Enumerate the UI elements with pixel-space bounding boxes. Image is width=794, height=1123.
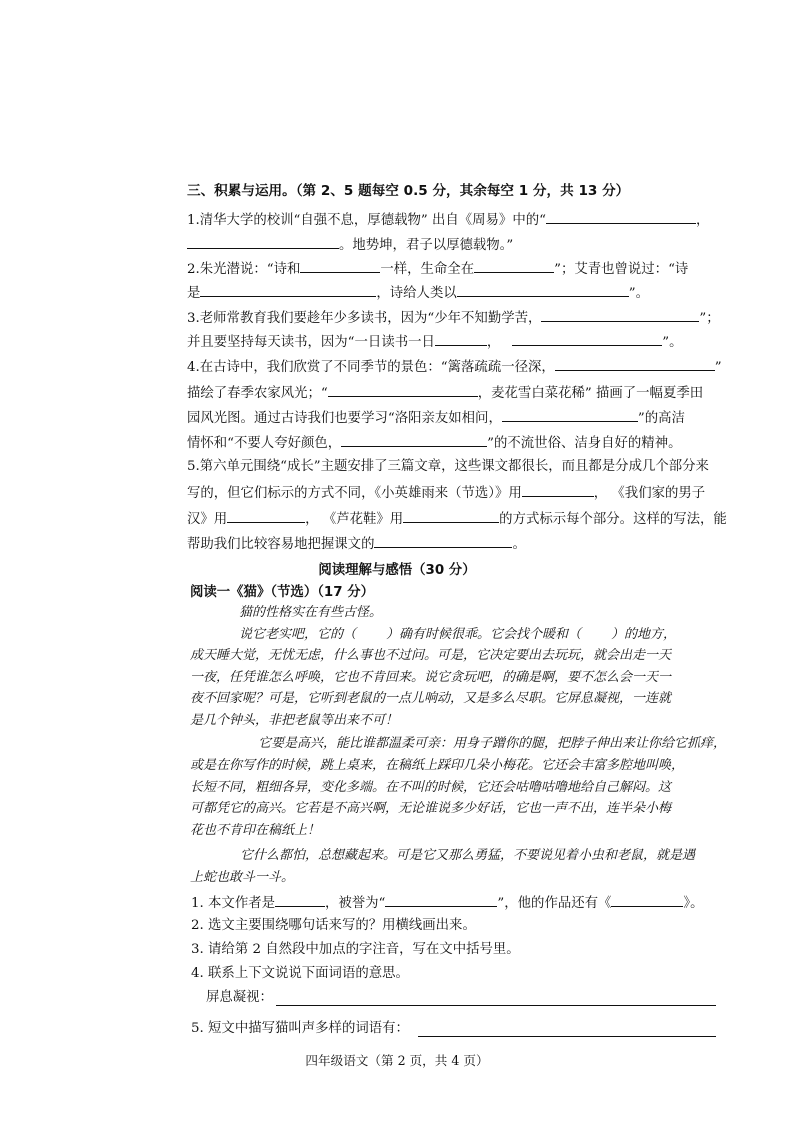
question-2-line-2: 是 ，诗给人类以 ”。: [187, 283, 649, 303]
reading-question-2: 2. 选文主要围绕哪句话来写的？用横线画出来。: [191, 918, 476, 933]
answer-blank[interactable]: [200, 283, 376, 297]
passage-line: 可都凭它的高兴。它若是不高兴啊，无论谁说多少好话，它也一声不出，连半朵小梅: [190, 801, 672, 816]
passage-line: 成天睡大觉，无忧无虑，什么事也不过问。可是，它决定要出去玩玩，就会出走一天: [190, 648, 672, 663]
question-5-line-2: 写的，但它们标示的方式不同，《小英雄雨来（节选）》用 ， 《我们家的男子: [187, 483, 705, 503]
question-2-line-1: 2.朱光潜说：“诗和 一样，生命全在 ”；艾青也曾说过：“诗: [187, 259, 688, 279]
answer-blank[interactable]: [385, 893, 497, 907]
term-label: 屏息凝视：: [206, 990, 273, 1005]
answer-blank[interactable]: [541, 308, 699, 322]
answer-blank[interactable]: [275, 893, 325, 907]
answer-blank[interactable]: [435, 332, 487, 346]
question-4-line-3: 园风光图。通过古诗我们也要学习“洛阳亲友如相问， ”的高洁: [187, 408, 685, 428]
answer-blank[interactable]: [502, 408, 638, 422]
question-3-line-1: 3.老师常教育我们要趁年少多读书，因为“少年不知勤学苦， ”；: [187, 308, 720, 328]
question-3-line-2: 并且要坚持每天读书，因为“一日读书一日 ， ”。: [187, 332, 683, 352]
passage-line: 它要是高兴，能比谁都温柔可亲：用身子蹭你的腿，把脖子伸出来让你给它抓痒，: [258, 736, 727, 751]
passage-line: 上蛇也敢斗一斗。: [190, 870, 295, 885]
reading-question-3: 3. 请给第 2 自然段中加点的字注音，写在文中括号里。: [191, 942, 520, 957]
answer-blank[interactable]: [341, 433, 487, 447]
passage-line: 长短不同，粗细各异，变化多端。在不叫的时候，它还会咕噜咕噜地给自己解闷。这: [190, 780, 672, 795]
reading1-title: 阅读一《猫》（节选）（17 分）: [190, 585, 374, 600]
reading-question-1: 1. 本文作者是 ，被誉为“ ”，他的作品还有《 》。: [191, 893, 704, 913]
passage-line: 夜不回家呢？可是，它听到老鼠的一点儿响动，又是多么尽职。它屏息凝视，一连就: [190, 691, 672, 706]
passage-line: 是几个钟头，非把老鼠等出来不可！: [190, 713, 399, 728]
passage-line: 猫的性格实在有些古怪。: [239, 605, 383, 620]
answer-blank[interactable]: [555, 357, 715, 371]
answer-blank[interactable]: [457, 283, 629, 297]
passage-line: 它什么都怕，总想藏起来。可是它又那么勇猛，不要说见着小虫和老鼠，就是遇: [240, 848, 696, 863]
passage-line: 或是在你写作的时候，跳上桌来，在稿纸上踩印几朵小梅花。它还会丰富多腔地叫唤，: [190, 758, 685, 773]
answer-blank[interactable]: [611, 893, 683, 907]
question-4-line-1: 4.在古诗中，我们欣赏了不同季节的景色：“篱落疏疏一径深， ”: [187, 357, 722, 377]
question-1-line-1: 1.清华大学的校训“自强不息，厚德载物” 出自《周易》中的“ ，: [187, 210, 709, 230]
question-5-line-1: 5.第六单元围绕“成长”主题安排了三篇文章，这些课文都很长，而且都是分成几个部分来: [187, 459, 709, 474]
answer-blank[interactable]: [522, 483, 594, 497]
answer-line[interactable]: [276, 1005, 716, 1006]
question-4-line-4: 情怀和“不要人夸好颜色， ”的不流世俗、洁身自好的精神。: [187, 433, 681, 453]
answer-blank[interactable]: [328, 383, 478, 397]
section3-heading: 三、积累与运用。（第 2、5 题每空 0.5 分，其余每空 1 分，共 13 分）: [187, 183, 630, 199]
answer-line[interactable]: [418, 1036, 716, 1037]
passage-line: 一夜，任凭谁怎么呼唤，它也不肯回来。说它贪玩吧，的确是啊，要不怎么会一天一: [190, 670, 672, 685]
answer-blank[interactable]: [474, 259, 554, 273]
answer-blank[interactable]: [374, 534, 512, 548]
answer-blank[interactable]: [187, 235, 339, 249]
answer-blank[interactable]: [300, 259, 380, 273]
answer-blank[interactable]: [512, 332, 662, 346]
page-footer: 四年级语文（第 2 页，共 4 页）: [305, 1053, 489, 1068]
reading-question-5: 5. 短文中描写猫叫声多样的词语有：: [191, 1021, 409, 1036]
answer-blank[interactable]: [403, 509, 499, 523]
question-1-line-2: 。地势坤，君子以厚德载物。”: [187, 235, 513, 255]
reading-question-4: 4. 联系上下文说说下面词语的意思。: [191, 966, 409, 981]
question-5-line-4: 帮助我们比较容易地把握课文的 。: [187, 534, 526, 554]
question-5-line-3: 汉》用 ， 《芦花鞋》用 的方式标示每个部分。这样的写法，能: [187, 509, 727, 529]
passage-line: 花也不肯印在稿纸上！: [190, 823, 321, 838]
passage-line: 说它老实吧，它的（ ）确有时候很乖。它会找个暖和（ ）的地方，: [239, 627, 677, 642]
answer-blank[interactable]: [227, 509, 305, 523]
section4-heading: 阅读理解与感悟（30 分）: [318, 563, 476, 578]
answer-blank[interactable]: [546, 210, 696, 224]
question-4-line-2: 描绘了春季农家风光；“ ，麦花雪白菜花稀” 描画了一幅夏季田: [187, 383, 703, 403]
